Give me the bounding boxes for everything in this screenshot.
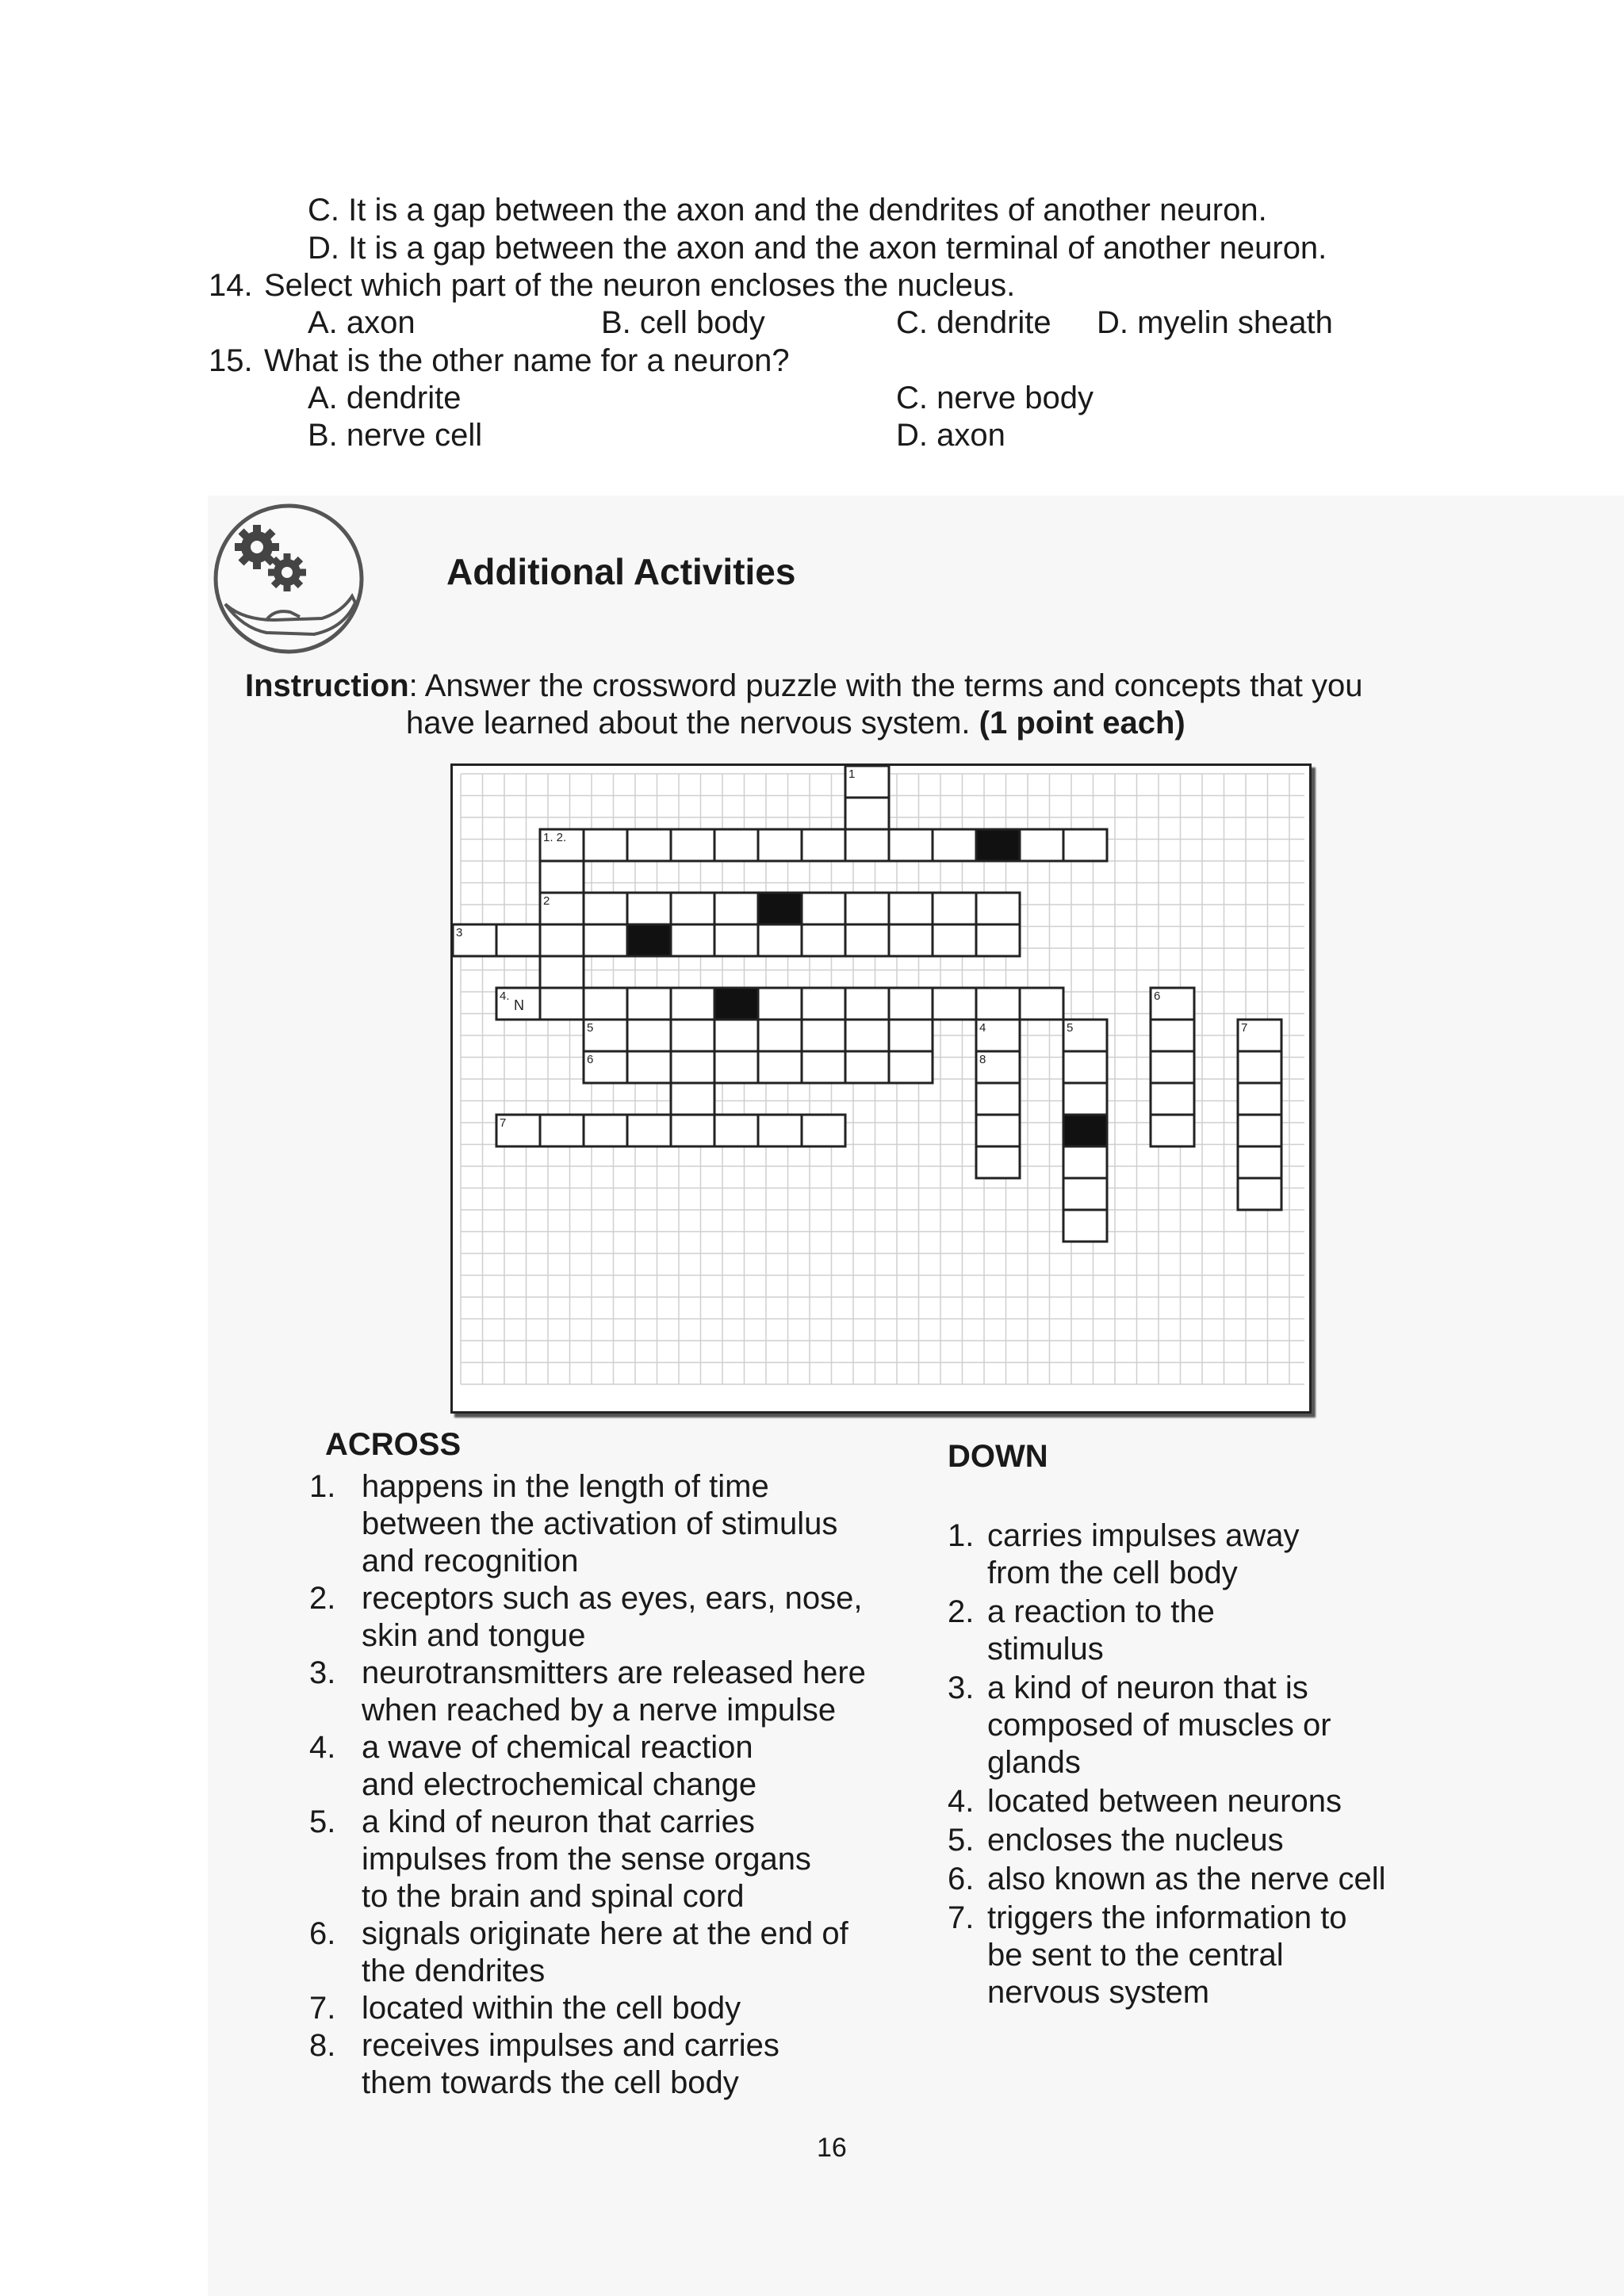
crossword-cell-down xyxy=(1238,1115,1281,1146)
down-clue-text: from the cell body xyxy=(987,1556,1238,1590)
crossword-cell-across xyxy=(802,924,845,956)
crossword-cell-across xyxy=(976,893,1020,924)
down-clue-number: 6. xyxy=(948,1862,975,1896)
across-clue-text: and recognition xyxy=(362,1544,579,1578)
crossword-cell-across xyxy=(540,924,584,956)
across-clue-number: 7. xyxy=(309,1991,336,2026)
instruction-points: (1 point each) xyxy=(979,706,1185,740)
crossword-cell-down xyxy=(1238,1146,1281,1178)
down-clue-text: carries impulses away xyxy=(987,1518,1300,1553)
clue-number-label: 1. 2. xyxy=(543,831,567,844)
down-clue-text: glands xyxy=(987,1745,1081,1780)
crossword-cell-down xyxy=(540,956,584,988)
down-heading: DOWN xyxy=(948,1439,1048,1474)
clue-number-label: 7 xyxy=(500,1116,507,1130)
across-clue-number: 8. xyxy=(309,2028,336,2063)
across-clue-text: skin and tongue xyxy=(362,1618,586,1653)
crossword-cell-across xyxy=(671,988,714,1020)
across-clue-text: a wave of chemical reaction xyxy=(362,1730,753,1765)
crossword-cell-across xyxy=(976,924,1020,956)
crossword-cell-across xyxy=(714,829,758,861)
q15-option-b: B. nerve cell xyxy=(308,418,483,453)
q13-option-d: D. It is a gap between the axon and the axon terminal of another neuron. xyxy=(308,231,1327,266)
crossword-cell-across xyxy=(671,893,714,924)
q15-number: 15. xyxy=(209,343,253,378)
across-clue-text: receives impulses and carries xyxy=(362,2028,779,2063)
crossword-cell-across xyxy=(714,1051,758,1083)
crossword-cell-across xyxy=(802,1051,845,1083)
crossword-cell-down xyxy=(1151,1020,1194,1051)
down-clue-number: 3. xyxy=(948,1670,975,1705)
across-clue-text: signals originate here at the end of xyxy=(362,1916,848,1951)
clue-number-label: 6 xyxy=(1154,989,1161,1003)
crossword-cell-across xyxy=(758,829,802,861)
across-clue-text: to the brain and spinal cord xyxy=(362,1879,745,1914)
q15-text: What is the other name for a neuron? xyxy=(264,343,790,378)
crossword-cell-across xyxy=(933,829,976,861)
clue-number-label: 5 xyxy=(1067,1021,1074,1035)
crossword-cell-across xyxy=(889,1020,933,1051)
crossword-cell-across xyxy=(714,924,758,956)
clue-number-label: 6 xyxy=(587,1053,594,1066)
down-clue-number: 7. xyxy=(948,1900,975,1935)
crossword-cell-across xyxy=(845,893,889,924)
crossword-cell-across xyxy=(584,988,627,1020)
crossword-cell-across xyxy=(627,924,671,956)
crossword-cell-across xyxy=(976,988,1020,1020)
crossword-cell-down xyxy=(1151,1051,1194,1083)
across-clue-text: and electrochemical change xyxy=(362,1767,757,1802)
across-clue-text: neurotransmitters are released here xyxy=(362,1655,866,1690)
down-clue-text: a reaction to the xyxy=(987,1594,1215,1629)
crossword-cell-across xyxy=(889,924,933,956)
crossword-cell-across xyxy=(845,924,889,956)
crossword-cell-across xyxy=(1063,829,1107,861)
crossword-cell-down xyxy=(1063,1146,1107,1178)
instruction-label: Instruction xyxy=(245,668,409,703)
down-clue-text: also known as the nerve cell xyxy=(987,1862,1386,1896)
crossword-cell-across xyxy=(627,1115,671,1146)
crossword-cell-across xyxy=(845,988,889,1020)
crossword-cell-across xyxy=(584,829,627,861)
gears-hand-icon xyxy=(211,501,366,656)
crossword-cell-across xyxy=(627,893,671,924)
crossword-cell-across xyxy=(758,1051,802,1083)
page-number: 16 xyxy=(817,2133,847,2163)
crossword-cell-across xyxy=(584,1115,627,1146)
crossword-cell-across xyxy=(584,924,627,956)
crossword-cell-across xyxy=(802,988,845,1020)
crossword-cell-across xyxy=(671,1051,714,1083)
q15-option-c: C. nerve body xyxy=(896,381,1094,415)
crossword-cell-down xyxy=(976,1083,1020,1115)
crossword-cell-across xyxy=(802,1020,845,1051)
crossword-puzzle xyxy=(450,763,1312,1414)
crossword-cell-across xyxy=(889,1051,933,1083)
crossword-cell-down xyxy=(1151,1083,1194,1115)
across-clue-text: them towards the cell body xyxy=(362,2065,739,2100)
crossword-cell-across xyxy=(933,924,976,956)
across-heading: ACROSS xyxy=(325,1427,462,1462)
clue-number-label: 5 xyxy=(587,1021,594,1035)
crossword-cell-across xyxy=(627,1051,671,1083)
across-clue-text: when reached by a nerve impulse xyxy=(362,1693,837,1728)
crossword-cell-down xyxy=(1238,1178,1281,1210)
clue-number-label: 1 xyxy=(848,767,856,781)
clue-number-label: 3 xyxy=(456,926,463,939)
clue-number-label: 2 xyxy=(543,894,550,908)
down-clue-number: 4. xyxy=(948,1784,975,1819)
crossword-cell-across xyxy=(1020,988,1063,1020)
q14-option-a: A. axon xyxy=(308,305,416,340)
crossword-cell-down xyxy=(1063,1210,1107,1242)
q14-option-d: D. myelin sheath xyxy=(1097,305,1333,340)
crossword-cell-down xyxy=(1151,1115,1194,1146)
crossword-cell-down xyxy=(1063,1115,1107,1146)
crossword-cell-across xyxy=(758,988,802,1020)
crossword-cell-across xyxy=(671,1115,714,1146)
q14-option-b: B. cell body xyxy=(601,305,765,340)
crossword-cell-across xyxy=(540,988,584,1020)
crossword-cell-down xyxy=(1238,1083,1281,1115)
crossword-cell-across xyxy=(802,829,845,861)
down-clue-text: nervous system xyxy=(987,1975,1210,2010)
crossword-cell-down xyxy=(845,798,889,829)
clue-number-label: 7 xyxy=(1241,1021,1248,1035)
crossword-cell-across xyxy=(1020,829,1063,861)
crossword-cell-across xyxy=(845,1020,889,1051)
crossword-cell-across xyxy=(540,1115,584,1146)
crossword-cell-down xyxy=(976,1146,1020,1178)
down-clue-text: located between neurons xyxy=(987,1784,1342,1819)
crossword-cell-across xyxy=(976,829,1020,861)
q15-option-d: D. axon xyxy=(896,418,1005,453)
across-clue-number: 4. xyxy=(309,1730,336,1765)
across-clue-number: 2. xyxy=(309,1581,336,1616)
down-clue-text: be sent to the central xyxy=(987,1938,1284,1973)
crossword-cell-across xyxy=(627,829,671,861)
q14-text: Select which part of the neuron encloses the nucleus. xyxy=(264,268,1016,303)
crossword-cell-across xyxy=(671,924,714,956)
crossword-cell-across xyxy=(714,1115,758,1146)
crossword-cell-across xyxy=(802,1115,845,1146)
q14-option-c: C. dendrite xyxy=(896,305,1051,340)
down-clue-text: triggers the information to xyxy=(987,1900,1347,1935)
across-clue-text: between the activation of stimulus xyxy=(362,1506,838,1541)
crossword-cell-down xyxy=(671,1083,714,1115)
crossword-cell-across xyxy=(584,893,627,924)
instruction-text-1: : Answer the crossword puzzle with the terms and concepts that you xyxy=(408,668,1363,703)
q15-option-a: A. dendrite xyxy=(308,381,462,415)
across-clue-text: a kind of neuron that carries xyxy=(362,1804,755,1839)
across-clue-text: happens in the length of time xyxy=(362,1469,769,1504)
across-clue-text: located within the cell body xyxy=(362,1991,741,2026)
crossword-cell-down xyxy=(976,1115,1020,1146)
crossword-cell-down xyxy=(1238,1051,1281,1083)
crossword-cell-across xyxy=(714,1020,758,1051)
crossword-cell-down xyxy=(540,861,584,893)
crossword-cell-across xyxy=(802,893,845,924)
crossword-cell-across xyxy=(496,924,540,956)
crossword-cell-across xyxy=(627,988,671,1020)
clue-number-label: 8 xyxy=(979,1053,986,1066)
across-clue-number: 3. xyxy=(309,1655,336,1690)
clue-number-label: 4. xyxy=(500,989,510,1003)
down-clue-text: encloses the nucleus xyxy=(987,1823,1284,1858)
down-clue-number: 5. xyxy=(948,1823,975,1858)
section-title: Additional Activities xyxy=(446,551,796,592)
crossword-cell-across xyxy=(714,988,758,1020)
down-clue-number: 2. xyxy=(948,1594,975,1629)
crossword-cell-across xyxy=(933,893,976,924)
crossword-cell-across xyxy=(758,1115,802,1146)
crossword-cell-across xyxy=(889,988,933,1020)
crossword-cell-across xyxy=(758,924,802,956)
across-clue-text: impulses from the sense organs xyxy=(362,1842,811,1877)
across-clue-number: 1. xyxy=(309,1469,336,1504)
crossword-cell-across xyxy=(627,1020,671,1051)
down-clue-text: composed of muscles or xyxy=(987,1708,1331,1743)
instruction-line-2 xyxy=(406,706,1185,741)
crossword-cell-across xyxy=(671,1020,714,1051)
crossword-cell-across xyxy=(758,893,802,924)
q14-number: 14. xyxy=(209,268,253,303)
crossword-cell-across xyxy=(671,829,714,861)
across-clue-number: 6. xyxy=(309,1916,336,1951)
across-clue-text: the dendrites xyxy=(362,1954,546,1988)
crossword-cell-across xyxy=(845,1051,889,1083)
crossword-given-letter: N xyxy=(514,997,524,1013)
q13-option-c: C. It is a gap between the axon and the dendrites of another neuron. xyxy=(308,193,1267,228)
crossword-cell-across xyxy=(758,1020,802,1051)
crossword-cell-down xyxy=(1063,1178,1107,1210)
instruction-line-1 xyxy=(245,668,1362,704)
crossword-cell-down xyxy=(1063,1051,1107,1083)
clue-number-label: 4 xyxy=(979,1021,986,1035)
crossword-cell-across xyxy=(933,988,976,1020)
instruction-text-2: have learned about the nervous system. xyxy=(406,706,971,740)
down-clue-text: a kind of neuron that is xyxy=(987,1670,1308,1705)
down-clue-number: 1. xyxy=(948,1518,975,1553)
down-clue-text: stimulus xyxy=(987,1632,1104,1667)
across-clue-number: 5. xyxy=(309,1804,336,1839)
crossword-cell-across xyxy=(714,893,758,924)
crossword-cell-across xyxy=(889,893,933,924)
crossword-cell-across xyxy=(889,829,933,861)
crossword-grid xyxy=(453,766,1304,1406)
across-clue-text: receptors such as eyes, ears, nose, xyxy=(362,1581,863,1616)
crossword-cell-down xyxy=(1063,1083,1107,1115)
crossword-cell-across xyxy=(845,829,889,861)
